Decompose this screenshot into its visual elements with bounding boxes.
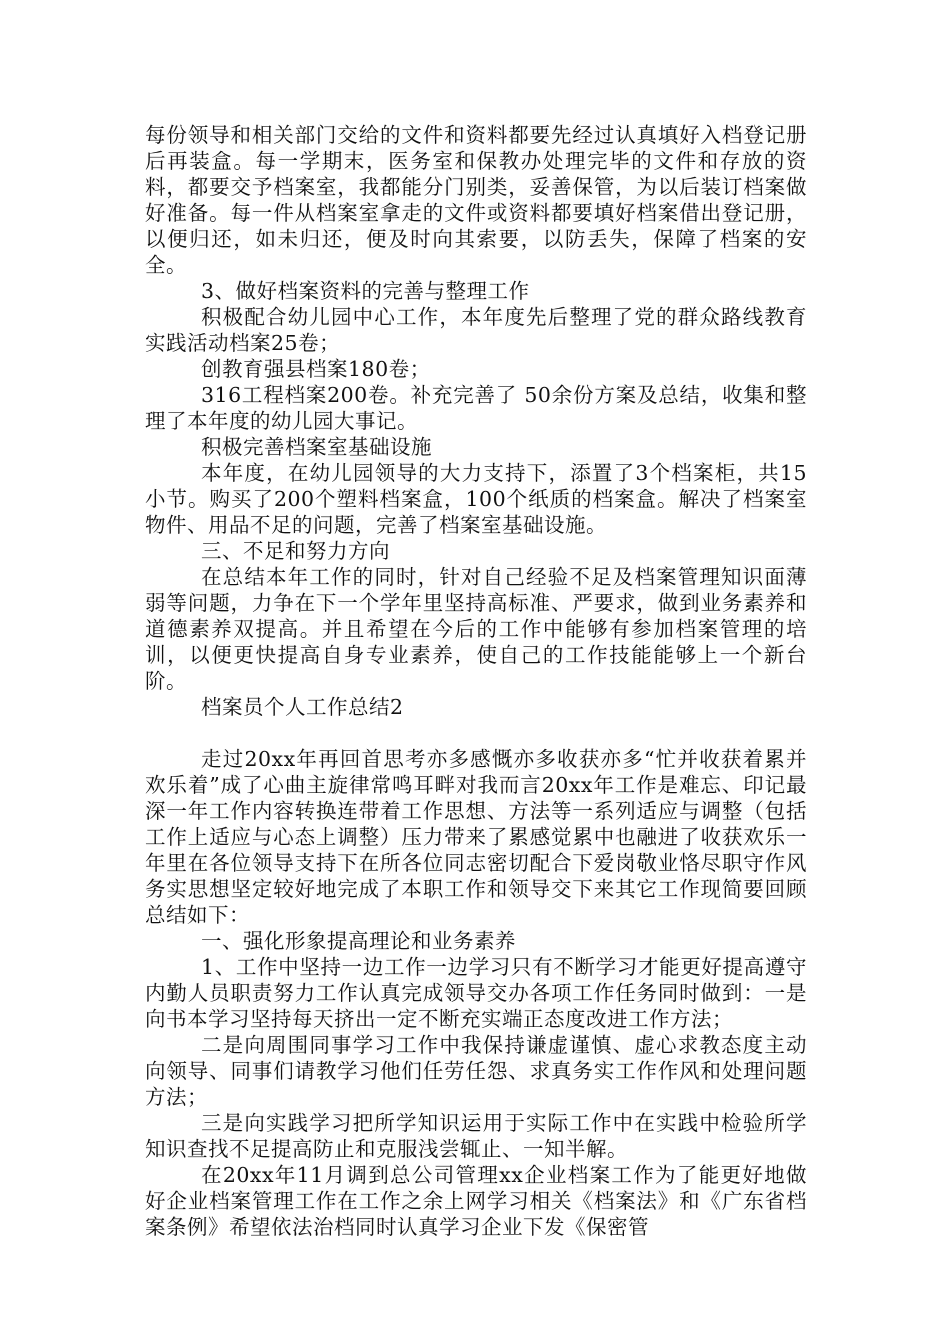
blank-line [145,720,807,746]
heading-image-theory: 一、强化形象提高理论和业务素养 [201,929,516,953]
section-title-summary-2: 档案员个人工作总结2 [201,695,404,719]
paragraph-shortcomings: 在总结本年工作的同时，针对自己经验不足及档案管理知识面薄弱等问题，力争在下一个学年里坚持高标准、严要求，做到业务素养和道德素养双提高。并且希望在今后的工作中能够有参加档案管理的培训，以便更快提高自身专业素养，使自己的工作技能能够上一个新台阶。 [145,565,807,693]
paragraph-filing-procedure: 每份领导和相关部门交给的文件和资料都要先经过认真填好入档登记册后再装盒。每一学期末，医务室和保教办处理完毕的文件和存放的资料，都要交予档案室，我都能分门别类，妥善保管，为以后装订档案做好准备。每一件从档案室拿走的文件或资料都要填好档案借出登记册，以便归还，如未归还，便及时向其索要，以防丢失，保障了档案的安全。 [145,123,807,277]
heading-archive-organization: 3、做好档案资料的完善与整理工作 [201,279,530,303]
paragraph-education-archives: 创教育强县档案180卷； [201,357,431,381]
paragraph-learning-books: 1、工作中坚持一边工作一边学习只有不断学习才能更好提高遵守内勤人员职责努力工作认真完成领导交办各项工作任务同时做到：一是向书本学习坚持每天挤出一定不断充实端正态度改进工作方法； [145,955,807,1031]
paragraph-party-archives: 积极配合幼儿园中心工作，本年度先后整理了党的群众路线教育实践活动档案25卷； [145,305,807,355]
paragraph-learning-practice: 三是向实践学习把所学知识运用于实际工作中在实践中检验所学知识查找不足提高防止和克服浅尝辄止、一知半解。 [145,1111,807,1161]
paragraph-enterprise-archives: 在20xx年11月调到总公司管理xx企业档案工作为了能更好地做好企业档案管理工作在工作之余上网学习相关《档案法》和《广东省档案条例》希望依法治档同时认真学习企业下发《保密管 [145,1163,807,1239]
heading-shortcomings: 三、不足和努力方向 [201,539,390,563]
paragraph-learning-colleagues: 二是向周围同事学习工作中我保持谦虚谨慎、虚心求教态度主动向领导、同事们请教学习他们任劳任怨、求真务实工作作风和处理问题方法； [145,1033,807,1109]
heading-facilities: 积极完善档案室基础设施 [201,435,432,459]
paragraph-year-review: 走过20xx年再回首思考亦多感慨亦多收获亦多“忙并收获着累并欢乐着”成了心曲主旋律常鸣耳畔对我而言20xx年工作是难忘、印记最深一年工作内容转换连带着工作思想、方法等一系列适应与调整（包括工作上适应与心态上调整）压力带来了累感觉累中也融进了收获欢乐一年里在各位领导支持下在所各位同志密切配合下爱岗敬业恪尽职守作风务实思想坚定较好地完成了本职工作和领导交下来其它工作现简要回顾总结如下： [145,747,807,927]
paragraph-316-project: 316工程档案200卷。补充完善了 50余份方案及总结，收集和整理了本年度的幼儿园大事记。 [145,383,807,433]
document-body [145,122,807,1240]
paragraph-facilities: 本年度，在幼儿园领导的大力支持下，添置了3个档案柜，共15小节。购买了200个塑料档案盒，100个纸质的档案盒。解决了档案室物件、用品不足的问题，完善了档案室基础设施。 [145,461,807,537]
